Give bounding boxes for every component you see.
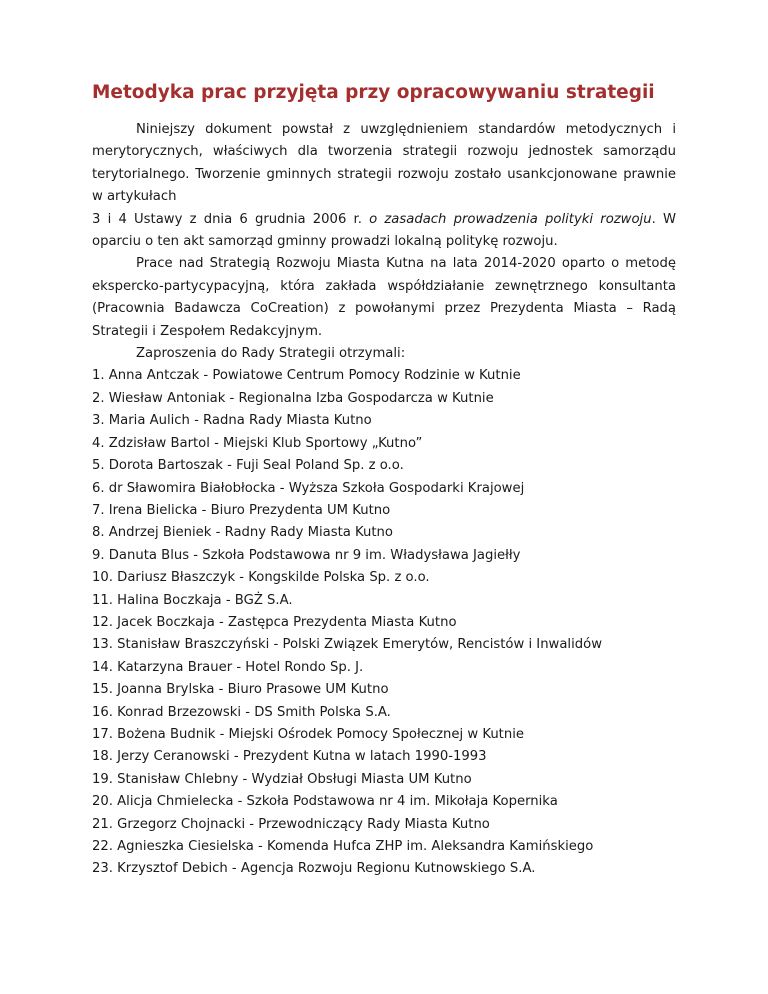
list-item: 20. Alicja Chmielecka - Szkoła Podstawowa nr 4 im. Mikołaja Kopernika	[92, 794, 558, 810]
list-item: 10. Dariusz Błaszczyk - Kongskilde Polska Sp. z o.o.	[92, 570, 430, 586]
list-item: 3. Maria Aulich - Radna Rady Miasta Kutno	[92, 413, 372, 429]
list-item: 7. Irena Bielicka - Biuro Prezydenta UM Kutno	[92, 502, 391, 518]
list-item: 5. Dorota Bartoszak - Fuji Seal Poland Sp. z o.o.	[92, 458, 404, 474]
list-item: 16. Konrad Brzezowski - DS Smith Polska S.A.	[92, 704, 391, 720]
council-members-list	[92, 365, 676, 880]
list-item: 14. Katarzyna Brauer - Hotel Rondo Sp. J.	[92, 659, 364, 675]
list-item: 4. Zdzisław Bartol - Miejski Klub Sportowy „Kutno”	[92, 435, 423, 451]
list-item: 18. Jerzy Ceranowski - Prezydent Kutna w latach 1990-1993	[92, 749, 487, 765]
list-item: 13. Stanisław Braszczyński - Polski Związek Emerytów, Rencistów i Inwalidów	[92, 637, 602, 653]
legal-basis-text-end: . W oparciu o ten akt samorząd gminny prowadzi lokalną politykę rozwoju.	[92, 211, 676, 250]
paragraph-invitations: Zaproszenia do Rady Strategii otrzymali:	[136, 346, 406, 362]
paragraph-legal-basis	[92, 209, 676, 254]
paragraph-intro: Niniejszy dokument powstał z uwzględnieniem standardów metodycznych i merytorycznych, właściwych dla tworzenia strategii rozwoju jednostek samorządu terytorialnego. Tworzenie gminnych strategii rozwoju zostało usankcjonowane prawnie w artykułach	[92, 122, 676, 205]
legal-basis-text: 3 i 4 Ustawy z dnia 6 grudnia 2006 r.	[92, 211, 370, 227]
list-item: 11. Halina Boczkaja - BGŻ S.A.	[92, 592, 293, 608]
list-item: 22. Agnieszka Ciesielska - Komenda Hufca ZHP im. Aleksandra Kamińskiego	[92, 839, 594, 854]
list-item: 15. Joanna Brylska - Biuro Prasowe UM Kutno	[92, 682, 389, 698]
list-item: 2. Wiesław Antoniak - Regionalna Izba Gospodarcza w Kutnie	[92, 390, 494, 406]
list-item: 8. Andrzej Bieniek - Radny Rady Miasta Kutno	[92, 525, 393, 541]
list-item: 21. Grzegorz Chojnacki - Przewodniczący Rady Miasta Kutno	[92, 816, 490, 832]
list-item: 6. dr Sławomira Białobłocka - Wyższa Szkoła Gospodarki Krajowej	[92, 480, 525, 496]
list-item: 19. Stanisław Chlebny - Wydział Obsługi Miasta UM Kutno	[92, 771, 472, 787]
list-item: 17. Bożena Budnik - Miejski Ośrodek Pomocy Społecznej w Kutnie	[92, 726, 524, 742]
list-item: 1. Anna Antczak - Powiatowe Centrum Pomocy Rodzinie w Kutnie	[92, 368, 521, 384]
page-title: Metodyka prac przyjęta przy opracowywaniu strategii	[92, 82, 655, 103]
list-item: 12. Jacek Boczkaja - Zastępca Prezydenta Miasta Kutno	[92, 614, 457, 630]
list-item: 23. Krzysztof Debich - Agencja Rozwoju Regionu Kutnowskiego S.A.	[92, 861, 536, 877]
document-body	[92, 119, 676, 881]
act-title: o zasadach prowadzenia polityki rozwoju	[369, 211, 652, 227]
paragraph-method: Prace nad Strategią Rozwoju Miasta Kutna na lata 2014-2020 oparto o metodę ekspercko-partycypacyjną, która zakłada współdziałanie zewnętrznego konsultanta (Pracownia Badawcza CoCreation) z powołanymi przez Prezydenta Miasta – Radą Strategii i Zespołem Redakcyjnym.	[92, 256, 676, 339]
list-item: 9. Danuta Blus - Szkoła Podstawowa nr 9 im. Władysława Jagiełły	[92, 547, 521, 563]
